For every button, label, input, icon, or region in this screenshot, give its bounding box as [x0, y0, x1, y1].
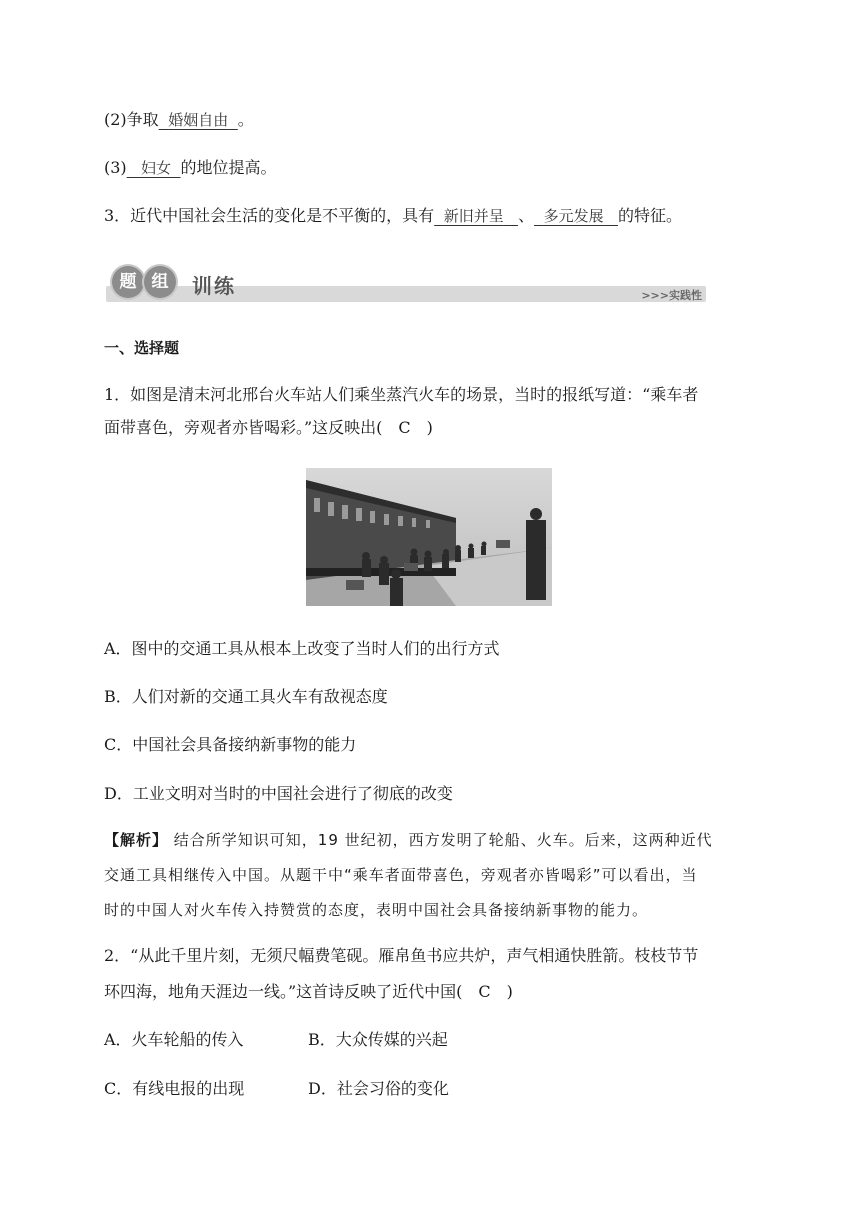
- question-1-stem-line-1: 1．如图是清末河北邢台火车站人们乘坐蒸汽火车的场景，当时的报纸写道：“乘车者: [104, 385, 699, 404]
- analysis-text-1: 结合所学知识可知，19 世纪初，西方发明了轮船、火车。后来，这两种近代: [168, 831, 713, 849]
- question-2-option-c: C．有线电报的出现: [104, 1079, 245, 1098]
- banner-tag: >>>实践性: [641, 289, 702, 302]
- question-1-option-d: D．工业文明对当时的中国社会进行了彻底的改变: [104, 784, 453, 803]
- fill-item-2-answer: 婚姻自由: [168, 111, 229, 129]
- practice-banner: [106, 262, 706, 306]
- question-1-analysis-line-3: 时的中国人对火车传入持赞赏的态度，表明中国社会具备接纳新事物的能力。: [104, 901, 649, 919]
- fill-question-3: [104, 204, 682, 228]
- fill-item-3-answer: 妇女: [140, 159, 171, 177]
- fill-item-3-suffix: 的地位提高。: [180, 158, 277, 177]
- fill-question-3-answer-1: 新旧并呈: [443, 207, 504, 225]
- question-1-option-c: C．中国社会具备接纳新事物的能力: [104, 735, 357, 754]
- fill-item-3: [104, 156, 277, 180]
- question-2-stem-line-2: 环四海，地角天涯边一线。”这首诗反映了近代中国( C ): [104, 982, 513, 1001]
- fill-item-3-prefix: (3): [104, 158, 127, 177]
- train-station-photo: [306, 468, 552, 606]
- banner-title: 训练: [192, 274, 236, 298]
- banner-badge-1: 题: [112, 266, 144, 298]
- question-1-stem-line-2: 面带喜色，旁观者亦皆喝彩。”这反映出( C ): [104, 418, 433, 437]
- question-2-option-a: A．火车轮船的传入: [104, 1030, 244, 1049]
- fill-item-2-prefix: (2)争取: [104, 110, 159, 129]
- train-photo-illustration: [306, 468, 552, 606]
- question-1-option-b: B．人们对新的交通工具火车有敌视态度: [104, 687, 388, 706]
- question-1-analysis-line-2: 交通工具相继传入中国。从题干中“乘车者面带喜色，旁观者亦皆喝彩”可以看出，当: [104, 866, 698, 884]
- fill-item-2: [104, 108, 254, 132]
- section-heading: 一、选择题: [104, 339, 180, 357]
- question-1-analysis-line-1: [104, 828, 713, 852]
- fill-question-3-prefix: 3．近代中国社会生活的变化是不平衡的，具有: [104, 206, 435, 225]
- fill-item-2-suffix: 。: [237, 110, 254, 129]
- question-1-option-a: A．图中的交通工具从根本上改变了当时人们的出行方式: [104, 639, 500, 658]
- banner-badge-2: 组: [144, 266, 176, 298]
- fill-question-3-answer-2: 多元发展: [543, 207, 604, 225]
- fill-question-3-suffix: 的特征。: [617, 206, 682, 225]
- fill-question-3-separator: 、: [518, 206, 535, 225]
- question-2-stem-line-1: 2．“从此千里片刻，无须尺幅费笔砚。雁帛鱼书应共炉，声气相通快胜箭。枝枝节节: [104, 946, 699, 965]
- analysis-label: 【解析】: [104, 831, 169, 849]
- question-2-option-d: D．社会习俗的变化: [308, 1079, 449, 1098]
- question-2-option-b: B．大众传媒的兴起: [308, 1030, 448, 1049]
